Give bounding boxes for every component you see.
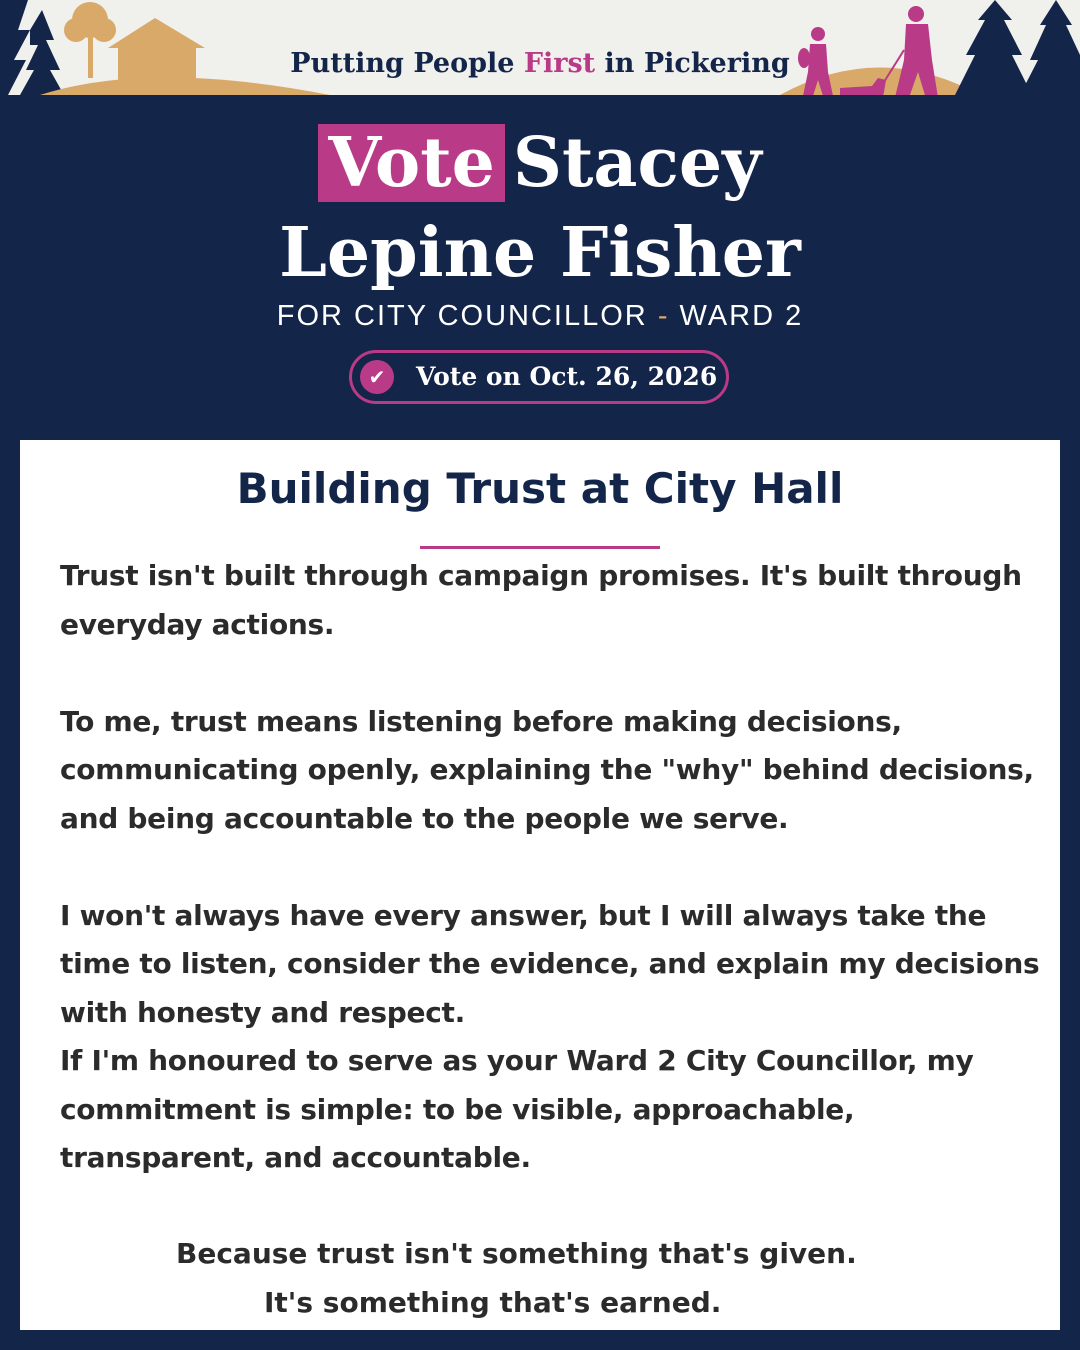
paragraph: Trust isn't built through campaign promises. It's built through everyday actions.	[60, 559, 1022, 641]
tagline-accent: First	[523, 48, 596, 79]
check-icon: ✔	[360, 360, 394, 394]
paragraph: If I'm honoured to serve as your Ward 2 City Councillor, my commitment is simple: to be visible, approachable, transparent, and accountable.	[60, 1044, 974, 1174]
vote-highlight: Vote	[318, 124, 505, 202]
paragraph: I won't always have every answer, but I will always take the time to listen, consider the evidence, and explain my decisions with honesty and respect.	[60, 898, 1040, 1029]
closing-line-2: It's something that's earned.	[264, 1285, 722, 1319]
title-divider	[420, 546, 660, 549]
closing-statement	[20, 1230, 1060, 1327]
tagline: Putting People First in Pickering	[290, 48, 790, 79]
vote-date-pill	[349, 350, 729, 404]
message-card	[20, 440, 1060, 1330]
card-body	[60, 552, 1050, 1183]
vote-date: Vote on Oct. 26, 2026	[416, 362, 718, 391]
candidate-last-name: Lepine Fisher	[279, 213, 801, 293]
closing-line-1: Because trust isn't something that's given.	[176, 1237, 857, 1270]
candidate-headline	[0, 118, 1080, 293]
card-title: Building Trust at City Hall	[236, 464, 844, 513]
candidate-first-name: Stacey	[512, 123, 762, 203]
office-subtitle: FOR CITY COUNCILLOR - WARD 2	[276, 300, 804, 332]
top-banner	[0, 0, 1080, 95]
paragraph: To me, trust means listening before making decisions, communicating openly, explaining the "why" behind decisions, and being accountable to the people we serve.	[60, 704, 1034, 835]
